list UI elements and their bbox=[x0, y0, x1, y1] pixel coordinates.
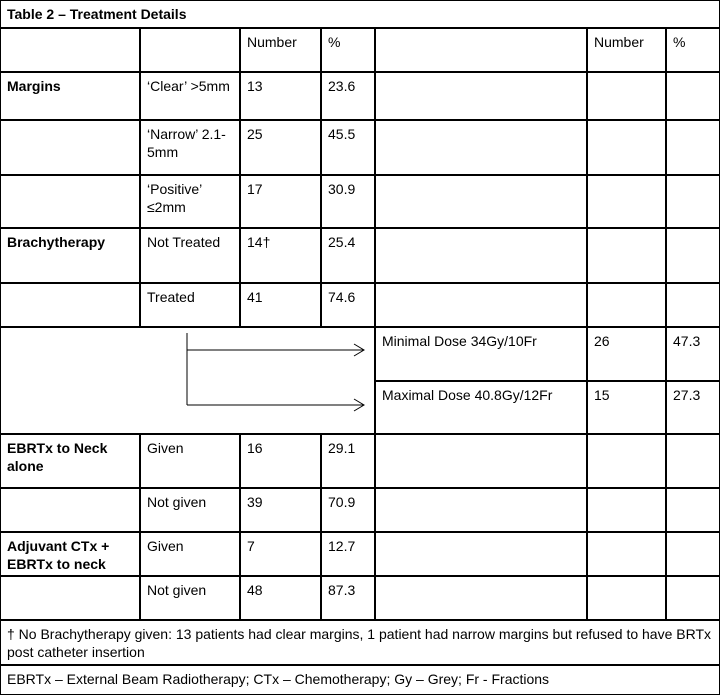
ebrtx-given-sub: Given bbox=[140, 434, 240, 488]
adjuvant-label: Adjuvant CTx + EBRTx to neck bbox=[0, 532, 140, 576]
empty-cell bbox=[587, 228, 666, 283]
brachy-not-treated-number: 14† bbox=[240, 228, 321, 283]
empty-cell bbox=[0, 283, 140, 327]
adjuvant-given-percent: 12.7 bbox=[321, 532, 375, 576]
empty-cell bbox=[0, 175, 140, 228]
empty-cell bbox=[375, 120, 587, 175]
header-empty-3 bbox=[375, 28, 587, 72]
empty-cell bbox=[375, 576, 587, 620]
empty-cell bbox=[666, 532, 720, 576]
dose-minimal-label: Minimal Dose 34Gy/10Fr bbox=[375, 327, 587, 381]
ebrtx-not-given-number: 39 bbox=[240, 488, 321, 532]
empty-cell bbox=[666, 120, 720, 175]
margins-narrow-number: 25 bbox=[240, 120, 321, 175]
empty-cell bbox=[375, 488, 587, 532]
margins-narrow-percent: 45.5 bbox=[321, 120, 375, 175]
empty-cell bbox=[375, 283, 587, 327]
adjuvant-given-number: 7 bbox=[240, 532, 321, 576]
brachy-not-treated-sub: Not Treated bbox=[140, 228, 240, 283]
empty-cell bbox=[375, 175, 587, 228]
empty-cell bbox=[375, 72, 587, 120]
table-title: Table 2 – Treatment Details bbox=[0, 0, 720, 28]
brachy-treated-number: 41 bbox=[240, 283, 321, 327]
dose-maximal-label: Maximal Dose 40.8Gy/12Fr bbox=[375, 381, 587, 434]
brachy-treated-percent: 74.6 bbox=[321, 283, 375, 327]
empty-cell bbox=[375, 532, 587, 576]
margins-clear-sub: ‘Clear’ >5mm bbox=[140, 72, 240, 120]
adjuvant-not-given-percent: 87.3 bbox=[321, 576, 375, 620]
empty-cell bbox=[0, 576, 140, 620]
margins-clear-number: 13 bbox=[240, 72, 321, 120]
empty-cell bbox=[666, 72, 720, 120]
margins-clear-percent: 23.6 bbox=[321, 72, 375, 120]
ebrtx-given-number: 16 bbox=[240, 434, 321, 488]
dose-minimal-percent: 47.3 bbox=[666, 327, 720, 381]
empty-cell bbox=[666, 175, 720, 228]
footnote: † No Brachytherapy given: 13 patients had clear margins, 1 patient had narrow margins but refused to have BRTx post catheter insertion bbox=[0, 620, 720, 665]
empty-cell bbox=[587, 283, 666, 327]
margins-positive-sub: ‘Positive’ ≤2mm bbox=[140, 175, 240, 228]
empty-cell bbox=[587, 120, 666, 175]
empty-cell bbox=[666, 228, 720, 283]
empty-cell bbox=[587, 532, 666, 576]
empty-cell bbox=[587, 175, 666, 228]
dose-arrow-area bbox=[0, 327, 375, 434]
ebrtx-not-given-percent: 70.9 bbox=[321, 488, 375, 532]
ebrtx-not-given-sub: Not given bbox=[140, 488, 240, 532]
ebrtx-label: EBRTx to Neck alone bbox=[0, 434, 140, 488]
empty-cell bbox=[587, 576, 666, 620]
margins-label: Margins bbox=[0, 72, 140, 120]
brachy-not-treated-percent: 25.4 bbox=[321, 228, 375, 283]
ebrtx-given-percent: 29.1 bbox=[321, 434, 375, 488]
empty-cell bbox=[587, 488, 666, 532]
empty-cell bbox=[0, 120, 140, 175]
dose-minimal-number: 26 bbox=[587, 327, 666, 381]
dose-maximal-percent: 27.3 bbox=[666, 381, 720, 434]
brachy-treated-sub: Treated bbox=[140, 283, 240, 327]
header-number-2: Number bbox=[587, 28, 666, 72]
adjuvant-not-given-number: 48 bbox=[240, 576, 321, 620]
adjuvant-given-sub: Given bbox=[140, 532, 240, 576]
empty-cell bbox=[666, 434, 720, 488]
margins-positive-percent: 30.9 bbox=[321, 175, 375, 228]
header-percent: % bbox=[321, 28, 375, 72]
empty-cell bbox=[375, 434, 587, 488]
empty-cell bbox=[375, 228, 587, 283]
header-percent-2: % bbox=[666, 28, 720, 72]
empty-cell bbox=[666, 576, 720, 620]
header-number: Number bbox=[240, 28, 321, 72]
abbreviations: EBRTx – External Beam Radiotherapy; CTx – Chemotherapy; Gy – Grey; Fr - Fractions bbox=[0, 665, 720, 695]
empty-cell bbox=[0, 488, 140, 532]
dose-maximal-number: 15 bbox=[587, 381, 666, 434]
margins-positive-number: 17 bbox=[240, 175, 321, 228]
empty-cell bbox=[666, 283, 720, 327]
brachy-label: Brachytherapy bbox=[0, 228, 140, 283]
empty-cell bbox=[666, 488, 720, 532]
empty-cell bbox=[587, 72, 666, 120]
adjuvant-not-given-sub: Not given bbox=[140, 576, 240, 620]
header-empty-2 bbox=[140, 28, 240, 72]
header-empty-1 bbox=[0, 28, 140, 72]
margins-narrow-sub: ‘Narrow’ 2.1-5mm bbox=[140, 120, 240, 175]
empty-cell bbox=[587, 434, 666, 488]
